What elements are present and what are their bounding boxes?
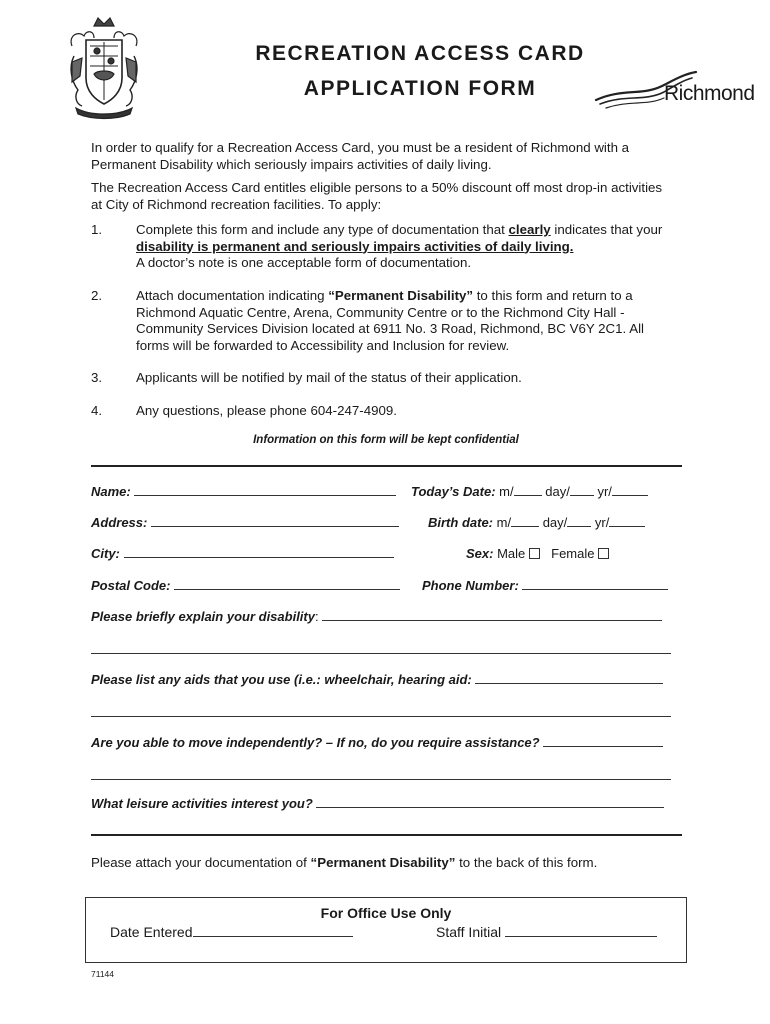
city-field[interactable] [91,546,394,562]
phone-number-field[interactable] [422,578,668,594]
leisure-label: What leisure activities interest you? [91,796,313,811]
birth-date-m-line[interactable] [511,515,539,527]
todays-date-field[interactable] [411,484,648,500]
aids-field[interactable] [91,672,663,688]
step-4-number: 4. [91,403,103,418]
step-1-text-a: Complete this form and include any type of documentation that [136,222,509,237]
aids-input-line[interactable] [475,672,663,684]
intro-paragraph-2: The Recreation Access Card entitles eligible persons to a 50% discount off most drop-in activities at City of Richmond recreation facilities. To apply: [91,180,663,212]
todays-date-m: m/ [499,484,514,499]
step-1-number: 1. [91,222,103,237]
sex-female-label: Female [551,546,595,561]
sex-male-label: Male [497,546,526,561]
city-crest-logo [64,16,144,120]
mobility-label: Are you able to move independently? – If no, do you require assistance? [91,735,540,750]
staff-initial-label: Staff Initial [436,924,502,940]
mobility-input-line[interactable] [543,735,663,747]
staff-initial-input-line[interactable] [505,923,657,937]
birth-date-label: Birth date: [428,515,493,530]
sex-female-checkbox[interactable] [598,548,609,559]
sex-male-checkbox[interactable] [529,548,540,559]
todays-date-day: day/ [545,484,570,499]
form-title-line1: RECREATION ACCESS CARD [255,42,585,65]
staff-initial-field[interactable] [436,923,657,940]
sex-label: Sex: [466,546,494,561]
step-1-text-c: indicates that your [550,222,663,237]
leisure-field[interactable] [91,796,664,812]
attach-note-permanent-disability: “Permanent Disability” [310,855,456,870]
attach-note [91,855,671,872]
name-label: Name: [91,484,131,499]
postal-code-input-line[interactable] [174,578,400,590]
birth-date-m: m/ [496,515,512,530]
step-1-text [136,222,676,272]
disability-input-line[interactable] [322,609,662,621]
attach-note-c: to the back of this form. [455,855,598,870]
disability-field[interactable] [91,609,662,625]
step-2-text [136,288,676,354]
form-title-line2: APPLICATION FORM [303,77,537,100]
aids-input-line-2[interactable] [91,716,671,717]
step-3-text: Applicants will be notified by mail of the status of their application. [136,370,522,385]
step-4-text: Any questions, please phone 604-247-4909. [136,403,397,418]
mobility-input-line-2[interactable] [91,779,671,780]
step-3-number: 3. [91,370,103,385]
birth-date-field[interactable] [428,515,645,531]
step-2-text-c: to this form and return to a Richmond Aquatic Centre, Arena, Community Centre or to the Richmond City Hall - Community Services Division located at 6911 No. 3 Road, Richmond, BC V6Y 2C1. All forms will be forwarded to Accessibility and Inclusion for review. [136,288,644,353]
mobility-field[interactable] [91,735,663,751]
todays-date-m-line[interactable] [514,484,542,496]
step-2-permanent-disability: “Permanent Disability” [328,288,474,303]
birth-date-day-line[interactable] [567,515,591,527]
step-2-text-a: Attach documentation indicating [136,288,329,303]
form-top-rule [91,465,682,467]
birth-date-day: day/ [542,515,568,530]
todays-date-yr-line[interactable] [612,484,648,496]
leisure-input-line[interactable] [316,796,664,808]
date-entered-field[interactable] [110,923,353,940]
step-1-emphasis: disability is permanent and seriously impairs activities of daily living. [136,238,574,254]
address-input-line[interactable] [151,515,399,527]
birth-date-yr-line[interactable] [609,515,645,527]
step-1-doctor-note: A doctor’s note is one acceptable form of documentation. [136,255,472,270]
phone-number-input-line[interactable] [522,578,668,590]
form-number: 71144 [91,969,115,979]
form-bottom-rule [91,834,682,836]
disability-colon: : [314,609,319,624]
city-input-line[interactable] [124,546,394,558]
address-label: Address: [91,515,148,530]
name-input-line[interactable] [134,484,396,496]
phone-number-label: Phone Number: [422,578,519,593]
city-label: City: [91,546,120,561]
office-use-title: For Office Use Only [320,905,452,921]
birth-date-yr: yr/ [594,515,610,530]
date-entered-label: Date Entered [110,924,193,940]
sex-field [466,546,609,562]
address-field[interactable] [91,515,399,531]
office-use-box [85,897,687,963]
confidential-notice: Information on this form will be kept confidential [253,434,519,446]
todays-date-yr: yr/ [597,484,612,499]
disability-input-line-2[interactable] [91,653,671,654]
step-1-clearly: clearly [508,222,551,237]
disability-label: Please briefly explain your disability [91,609,315,624]
attach-note-a: Please attach your documentation of [91,855,311,870]
postal-code-field[interactable] [91,578,400,594]
date-entered-input-line[interactable] [193,923,353,937]
aids-label: Please list any aids that you use (i.e.: wheelchair, hearing aid: [91,672,472,687]
intro-paragraph-1: In order to qualify for a Recreation Access Card, you must be a resident of Richmond with a Permanent Disability which seriously impairs activities of daily living. [91,140,630,172]
richmond-logo-text: Richmond [664,82,755,105]
postal-code-label: Postal Code: [91,578,171,593]
step-2-number: 2. [91,288,103,303]
todays-date-day-line[interactable] [570,484,594,496]
todays-date-label: Today’s Date: [411,484,496,499]
name-field[interactable] [91,484,396,500]
